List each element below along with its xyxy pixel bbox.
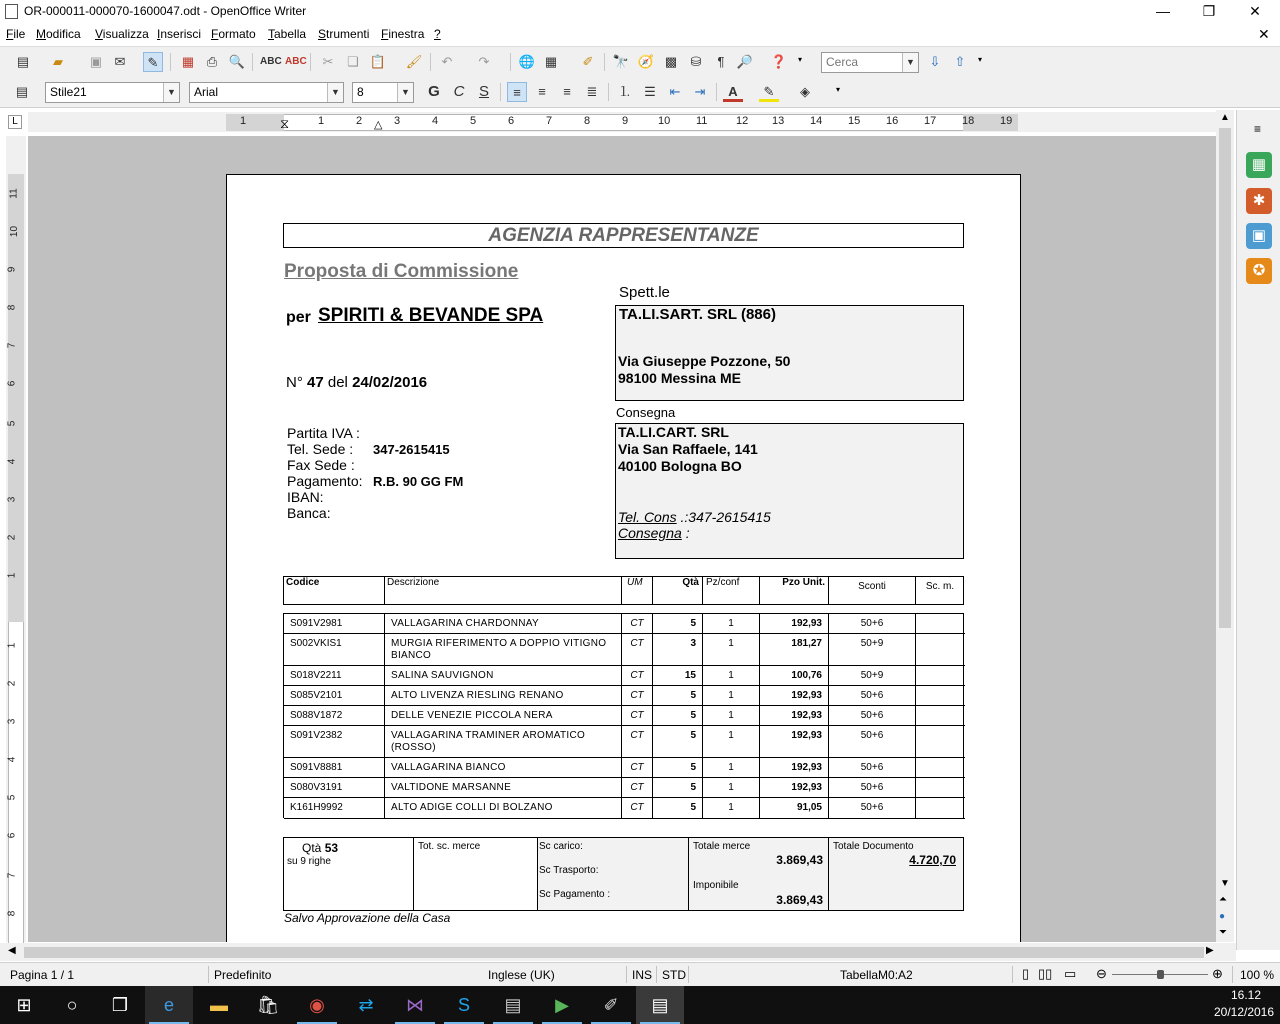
ruler-number: 7 [6,872,18,879]
agency-name: AGENZIA RAPPRESENTANZE [488,225,759,246]
ruler-number: 6 [6,832,18,839]
horizontal-ruler[interactable] [28,112,1216,132]
justify-icon[interactable]: ≣ [586,84,598,99]
table-row[interactable] [284,726,965,758]
page-count[interactable]: Pagina 1 / 1 [10,968,75,982]
cell-code[interactable]: S091V2382 [284,726,385,757]
ruler-number: 6 [6,380,18,387]
cell-um[interactable]: CT [622,666,653,685]
openoffice-writer-icon[interactable]: ▤ [636,986,684,1024]
font-color-icon[interactable]: A [723,82,743,102]
cell-desc[interactable]: VALTIDONE MARSANNE [385,778,622,797]
close-document-button[interactable]: ✕ [1258,26,1270,42]
increase-indent-icon[interactable]: ⇥ [694,84,706,99]
hyperlink-icon[interactable]: 🌐 [518,54,536,69]
ruler-number: 14 [810,115,823,127]
customer-name: TA.LI.SART. SRL (886) [619,306,776,323]
sc-carico-label: Sc carico: [539,841,583,852]
header-descrizione: Descrizione [385,577,622,604]
delivery-tel: Tel. Cons .:347-2615415 [618,509,771,525]
skype-icon[interactable]: S [440,986,488,1024]
cell-scm[interactable] [916,614,964,633]
cell-desc[interactable]: DELLE VENEZIE PICCOLA NERA [385,706,622,725]
background-color-icon[interactable]: ◈ [800,84,810,99]
ruler-number: 8 [584,115,591,127]
print-icon[interactable]: ⎙ [206,54,218,69]
horizontal-scrollbar[interactable] [0,943,1236,961]
font-name-select[interactable]: Arial ▼ [189,82,344,103]
edit-mode-icon[interactable]: ✎ [143,52,163,72]
menu-finestra[interactable]: Finestra [381,27,425,41]
ruler-number: 3 [394,115,401,127]
task-view-icon[interactable]: ❐ [111,995,129,1015]
properties-icon[interactable]: ▦ [1246,152,1272,178]
chrome-icon[interactable]: ◉ [293,986,341,1024]
customer-address: Via Giuseppe Pozzone, 50 [618,353,791,369]
sidebar [1236,110,1280,950]
cell-desc[interactable]: ALTO ADIGE COLLI DI BOLZANO [385,798,622,818]
cell-scm[interactable] [916,686,964,705]
delivery-city: 40100 Bologna BO [618,458,742,474]
status-bar [0,962,1280,986]
cell-price[interactable]: 192,93 [760,706,829,725]
table-row[interactable] [284,778,965,798]
redo-icon[interactable]: ↷ [478,54,490,69]
cell-um[interactable]: CT [622,706,653,725]
qty-total: Qtà 53 [302,841,339,855]
imponibile-value: 3.869,43 [776,893,823,907]
draw-functions-icon[interactable]: ✐ [582,54,594,69]
ruler-number: 2 [356,115,363,127]
header-pzconf: Pz/conf [703,577,760,604]
undo-icon[interactable]: ↶ [441,54,453,69]
ruler-number: 8 [6,304,18,311]
cell-qty[interactable]: 5 [653,778,703,797]
spellcheck-icon[interactable]: ABC [260,56,282,67]
menu-help[interactable]: ? [434,27,441,41]
store-icon[interactable]: 🛍 [256,995,280,1015]
numbering-icon[interactable]: ⒈ [618,84,632,99]
sc-trasporto-label: Sc Trasporto: [539,865,599,876]
ruler-number: 1 [318,115,325,127]
taskbar [0,986,1280,1024]
cell-pz[interactable]: 1 [703,706,760,725]
delivery-box [615,423,964,559]
ruler-number: 7 [546,115,553,127]
cell-um[interactable]: CT [622,778,653,797]
next-page-icon[interactable]: ⏷ [1219,927,1227,938]
ruler-number: 18 [962,115,975,127]
open-folder-icon[interactable]: ▰ [53,54,63,69]
scroll-up-icon[interactable]: ▲ [1220,112,1230,123]
cell-pz[interactable]: 1 [703,758,760,777]
cell-code[interactable]: S018V2211 [284,666,385,685]
bank-label: Banca: [287,505,331,521]
cell-pz[interactable]: 1 [703,778,760,797]
zoom-slider-thumb[interactable] [1157,970,1164,979]
book-view-icon[interactable]: ▭ [1064,966,1077,981]
cell-code[interactable]: K161H9992 [284,798,385,818]
cell-disc[interactable]: 50+6 [829,614,916,633]
title-bar [0,0,1280,24]
table-icon[interactable]: ▦ [544,54,558,69]
menu-modifica[interactable]: Modifica [36,27,81,41]
tab-type-icon[interactable]: L [8,115,22,129]
ruler-number: 17 [924,115,937,127]
toolbar-overflow-icon[interactable]: ▾ [798,55,803,64]
agency-header-box [283,223,964,248]
single-page-view-icon[interactable]: ▯ [1022,966,1030,981]
formatting-overflow-icon[interactable]: ▾ [836,85,841,94]
font-size-select[interactable]: 8 ▼ [352,82,414,103]
new-document-icon[interactable]: ▤ [16,54,30,69]
cell-price[interactable]: 192,93 [760,686,829,705]
ruler-number: 12 [736,115,749,127]
export-pdf-icon[interactable]: ▦ [181,54,195,69]
scroll-right-icon[interactable]: ▶ [1206,945,1214,956]
vertical-scrollbar[interactable] [1216,110,1234,942]
ruler-number: 15 [848,115,861,127]
table-row[interactable] [284,614,965,634]
cell-disc[interactable]: 50+6 [829,706,916,725]
close-window-button[interactable]: ✕ [1249,3,1261,19]
cell-um[interactable]: CT [622,758,653,777]
search-circle-icon[interactable]: ○ [66,995,78,1015]
ruler-number: 16 [886,115,899,127]
start-button-icon[interactable]: ⊞ [16,995,32,1015]
ruler-number: 4 [432,115,439,127]
cell-qty[interactable]: 15 [653,666,703,685]
cell-pz[interactable]: 1 [703,686,760,705]
gallery-sidebar-icon[interactable]: ▣ [1246,223,1272,249]
cell-qty[interactable]: 5 [653,726,703,757]
cell-um[interactable]: CT [622,614,653,633]
table-row[interactable] [284,666,965,686]
ruler-number: 2 [6,680,18,687]
cell-code[interactable]: S085V2101 [284,686,385,705]
cell-qty[interactable]: 5 [653,614,703,633]
principal-name: SPIRITI & BEVANDE SPA [318,305,544,326]
cell-scm[interactable] [916,634,964,665]
highlight-icon[interactable]: ✎ [759,82,779,102]
styles-icon[interactable]: ✱ [1246,188,1272,214]
vertical-scroll-thumb[interactable] [1219,128,1231,628]
selection-mode[interactable]: STD [662,968,686,982]
cell-desc[interactable]: SALINA SAUVIGNON [385,666,622,685]
tel-label: Tel. Sede : [287,441,354,457]
table-row[interactable] [284,798,965,819]
cell-um[interactable]: CT [622,634,653,665]
iban-label: IBAN: [287,489,324,505]
edge-icon[interactable]: e [145,986,193,1024]
scroll-down-icon[interactable]: ▼ [1220,878,1230,889]
zoom-in-icon[interactable]: ⊕ [1212,966,1223,981]
menu-formato[interactable]: Formato [211,27,256,41]
scroll-left-icon[interactable]: ◀ [8,945,16,956]
window-title: OR-000011-000070-1600047.odt - OpenOffice Writer [24,4,307,18]
cell-qty[interactable]: 5 [653,798,703,818]
menu-tabella[interactable]: Tabella [268,27,307,41]
ruler-number: 6 [508,115,515,127]
copy-icon[interactable]: ❏ [347,54,359,69]
decrease-indent-icon[interactable]: ⇤ [669,84,681,99]
table-row[interactable] [284,634,965,666]
ruler-number: 5 [470,115,477,127]
cell-pz[interactable]: 1 [703,726,760,757]
cell-desc[interactable]: VALLAGARINA CHARDONNAY [385,614,622,633]
cell-code[interactable]: S091V2981 [284,614,385,633]
cell-disc[interactable]: 50+6 [829,798,916,818]
zoom-icon[interactable]: 🔎 [736,54,754,69]
menu-file[interactable]: File [6,27,26,41]
visual-studio-icon[interactable]: ⋈ [391,986,439,1024]
delivery-label: Consegna [616,405,676,420]
ruler-number: 5 [6,420,18,427]
cell-code[interactable]: S002VKIS1 [284,634,385,665]
cell-price[interactable]: 192,93 [760,778,829,797]
tot-doc-label: Totale Documento [833,841,914,852]
cell-price[interactable]: 192,93 [760,614,829,633]
header-sconti: Sconti [829,577,916,604]
teamviewer-icon[interactable]: ⇄ [358,995,374,1015]
find-replace-icon[interactable]: 🔭 [612,54,630,69]
clock-time[interactable]: 16.12 [1230,988,1262,1002]
align-left-icon[interactable]: ≡ [507,82,527,102]
italic-button[interactable]: C [453,83,465,100]
menu-inserisci[interactable]: Inserisci [157,27,202,41]
table-row[interactable] [284,686,965,706]
spett-label: Spett.le [619,284,670,301]
data-sources-icon[interactable]: ⛁ [690,54,702,69]
cell-disc[interactable]: 50+6 [829,686,916,705]
cell-price[interactable]: 181,27 [760,634,829,665]
header-scm: Sc. m. [925,581,955,592]
tot-merce-value: 3.869,43 [776,853,823,867]
cell-scm[interactable] [916,666,964,685]
sc-merce-label: Tot. sc. merce [418,841,481,852]
cell-scm[interactable] [916,726,964,757]
help-icon[interactable]: ❓ [770,54,788,69]
standard-toolbar [0,46,1280,77]
ruler-number: 4 [6,458,18,465]
insert-mode[interactable]: INS [632,968,653,982]
bullets-icon[interactable]: ☰ [644,84,656,99]
cell-price[interactable]: 192,93 [760,758,829,777]
items-table [283,613,964,818]
header-um: UM [622,577,653,604]
ruler-number: 1 [6,642,18,649]
find-next-icon[interactable]: ⇩ [929,54,941,69]
draw-app-icon[interactable]: ✐ [587,986,635,1024]
ruler-number: 10 [9,225,21,238]
horizontal-scroll-thumb[interactable] [24,947,1204,958]
fax-label: Fax Sede : [287,457,355,473]
items-table-header [283,576,964,605]
tot-merce-label: Totale merce [693,841,751,852]
header-codice: Codice [284,577,385,604]
nonprinting-chars-icon[interactable]: ¶ [717,54,725,69]
menu-visualizza[interactable]: Visualizza [95,27,149,41]
paste-icon[interactable]: 📋 [369,54,387,69]
align-right-icon[interactable]: ≡ [563,84,571,99]
table-cell-position: TabellaM0:A2 [840,968,913,982]
payment-label: Pagamento: [287,473,363,489]
cell-pz[interactable]: 1 [703,634,760,665]
restore-button[interactable]: ❐ [1202,3,1216,19]
cell-pz[interactable]: 1 [703,798,760,818]
minimize-button[interactable]: — [1156,3,1170,19]
clock-date[interactable]: 20/12/2016 [1213,1005,1275,1019]
ruler-number: 9 [6,266,18,273]
indent-marker-icon[interactable]: ⧖ [280,116,290,131]
cell-scm[interactable] [916,778,964,797]
cell-um[interactable]: CT [622,798,653,818]
ruler-number: 7 [6,342,18,349]
ruler-number: 4 [6,756,18,763]
order-number-line: N° 47 del 24/02/2016 [286,374,428,391]
cell-qty[interactable]: 5 [653,758,703,777]
search-overflow-icon[interactable]: ▾ [978,55,983,64]
cell-desc[interactable]: VALLAGARINA TRAMINER AROMATICO (ROSSO) [385,726,622,757]
vat-label: Partita IVA : [287,425,360,441]
zoom-out-icon[interactable]: ⊖ [1096,966,1107,981]
ruler-number: 9 [622,115,629,127]
document-canvas[interactable] [28,136,1216,942]
gallery-icon[interactable]: ▩ [664,54,678,69]
page-style[interactable]: Predefinito [214,968,272,982]
email-icon[interactable]: ✉ [114,54,126,69]
table-row[interactable] [284,706,965,726]
ruler-number: 1 [240,115,247,127]
paragraph-style-select[interactable]: Stile21 ▼ [45,82,180,103]
navigation-icon[interactable]: ● [1219,911,1226,922]
cell-qty[interactable]: 5 [653,706,703,725]
cell-disc[interactable]: 50+6 [829,726,916,757]
tel-value: 347-2615415 [373,442,450,457]
customer-city: 98100 Messina ME [618,370,741,386]
rows-count: su 9 righe [287,856,331,867]
payment-value: R.B. 90 GG FM [373,474,464,489]
delivery-address: Via San Raffaele, 141 [618,441,758,457]
document-type-title: Proposta di Commissione [284,261,519,282]
cell-desc[interactable]: MURGIA RIFERIMENTO A DOPPIO VITIGNO BIANCO [385,634,622,665]
formatting-toolbar [0,77,1280,108]
cell-desc[interactable]: ALTO LIVENZA RIESLING RENANO [385,686,622,705]
cut-icon[interactable]: ✂ [322,54,334,69]
bold-button[interactable]: G [428,83,440,100]
previous-page-icon[interactable]: ⏶ [1219,894,1227,905]
format-paintbrush-icon[interactable]: 🖌 [405,54,423,69]
underline-button[interactable]: S [478,83,489,100]
menu-bar [0,24,1280,46]
navigator-icon[interactable]: 🧭 [637,54,655,69]
cell-qty[interactable]: 3 [653,634,703,665]
ruler-number: 1 [6,572,18,579]
sc-pagamento-label: Sc Pagamento : [539,889,611,900]
header-qta: Qtà [653,577,703,604]
document-icon [5,4,18,19]
autospell-icon[interactable]: ABC [285,56,307,67]
cell-code[interactable]: S091V8881 [284,758,385,777]
ruler-number: 3 [6,718,18,725]
ruler-number: 13 [772,115,785,127]
align-center-icon[interactable]: ≡ [538,84,546,99]
styles-formatting-icon[interactable]: ▤ [15,84,29,99]
document-page[interactable] [226,174,1021,942]
save-icon[interactable]: ▣ [89,54,103,69]
footer-note: Salvo Approvazione della Casa [284,911,451,925]
cell-code[interactable]: S088V1872 [284,706,385,725]
cell-um[interactable]: CT [622,686,653,705]
print-preview-icon[interactable]: 🔍 [228,54,246,69]
delivery-name: TA.LI.CART. SRL [618,424,729,440]
ruler-number: 10 [658,115,671,127]
delivery-consegna: Consegna : [618,525,690,541]
customer-box [615,305,964,401]
ruler-number: 11 [8,188,20,199]
file-explorer-icon[interactable]: ▬ [210,995,228,1015]
multi-page-view-icon[interactable]: ▯▯ [1038,966,1053,981]
cell-qty[interactable]: 5 [653,686,703,705]
table-row[interactable] [284,758,965,778]
cell-disc[interactable]: 50+6 [829,778,916,797]
cell-scm[interactable] [916,706,964,725]
language[interactable]: Inglese (UK) [488,968,555,982]
search-input[interactable]: Cerca ▼ [821,52,919,73]
cell-price[interactable]: 192,93 [760,726,829,757]
ruler-number: 2 [6,534,18,541]
header-prezzo: Pzo Unit. [760,577,829,604]
vertical-ruler[interactable] [6,136,26,942]
cell-disc[interactable]: 50+6 [829,758,916,777]
tab-stop-icon[interactable]: △ [374,119,383,131]
cell-disc[interactable]: 50+9 [829,634,916,665]
cell-price[interactable]: 100,76 [760,666,829,685]
cell-disc[interactable]: 50+9 [829,666,916,685]
find-previous-icon[interactable]: ⇧ [954,54,966,69]
menu-strumenti[interactable]: Strumenti [318,27,370,41]
zoom-level[interactable]: 100 % [1240,968,1275,982]
ruler-number: 19 [1000,115,1013,127]
ruler-number: 3 [6,496,18,503]
cell-scm[interactable] [916,758,964,777]
ruler-number: 11 [696,115,708,127]
cell-um[interactable]: CT [622,726,653,757]
imponibile-label: Imponibile [693,880,739,891]
cell-price[interactable]: 91,05 [760,798,829,818]
cell-pz[interactable]: 1 [703,614,760,633]
cell-scm[interactable] [916,798,964,818]
per-label: per [286,309,311,326]
cell-desc[interactable]: VALLAGARINA BIANCO [385,758,622,777]
media-icon[interactable]: ▶ [538,986,586,1024]
app-tool-icon[interactable]: ▤ [489,986,537,1024]
tot-doc-value: 4.720,70 [909,853,956,867]
ruler-number: 8 [6,910,18,917]
cell-code[interactable]: S080V3191 [284,778,385,797]
navigator-sidebar-icon[interactable]: ✪ [1246,258,1272,284]
totals-box [283,837,964,911]
ruler-number: 5 [6,794,18,801]
cell-pz[interactable]: 1 [703,666,760,685]
sidebar-menu-icon[interactable]: ≡ [1254,122,1262,136]
